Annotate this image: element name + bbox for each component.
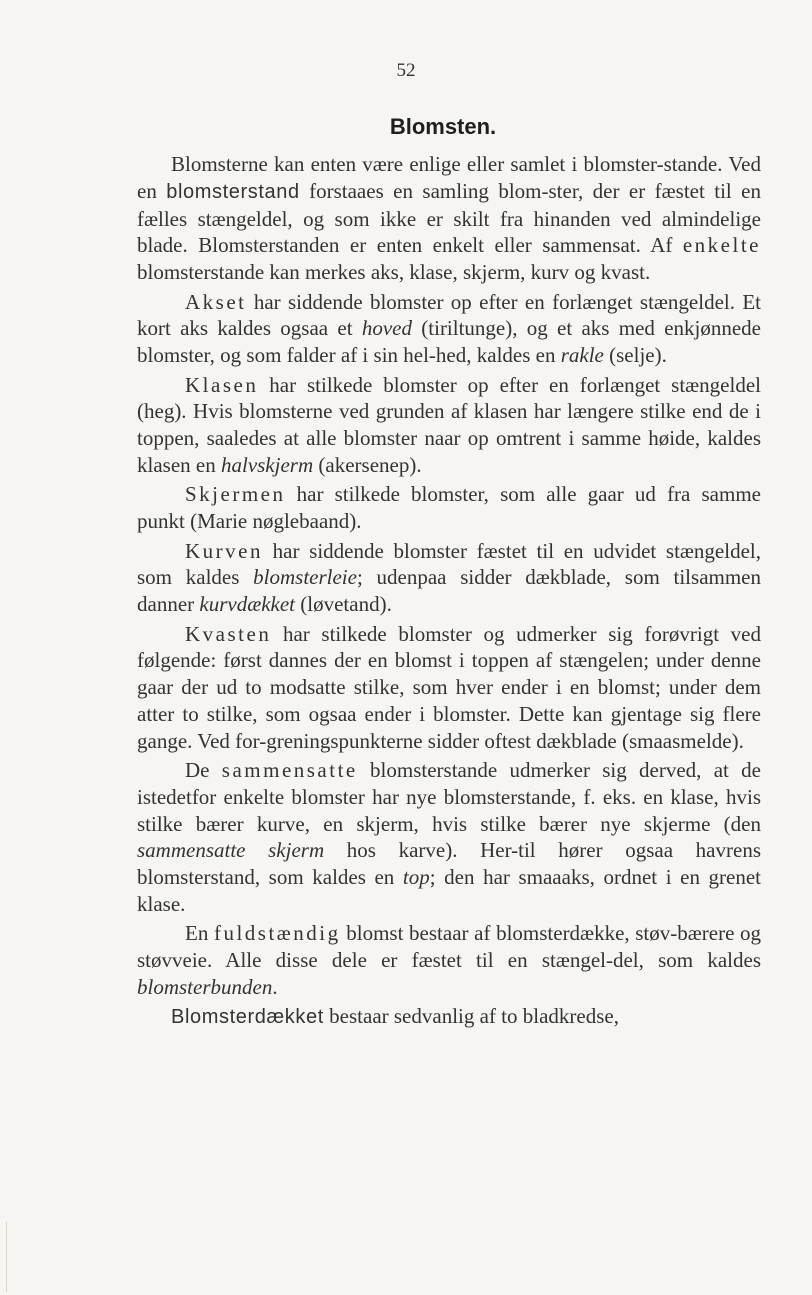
term-sammensatte: sammensatte <box>221 758 358 783</box>
term-sammensatte-skjerm: sammensatte skjerm <box>137 838 325 863</box>
term-akset: Akset <box>185 289 247 314</box>
paragraph-blomsterdaekket: Blomsterdækket bestaar sedvanlig af to bladkredse, <box>171 1004 619 1029</box>
term-skjermen: Skjermen <box>185 482 286 507</box>
paragraph-kurven: Kurven har siddende blomster fæstet til en udvidet stængeldel, som kaldes blomsterleie; udenpaa sidder dækblade, som tilsammen danner kurvdækket (løvetand). <box>137 538 762 617</box>
term-hoved: hoved <box>361 316 412 341</box>
term-blomsterbunden: blomsterbunden <box>137 975 273 1000</box>
term-fuldstaendig: fuldstændig <box>213 921 341 946</box>
paragraph-fuldstaendig: En fuldstændig blomst bestaar af blomsterdække, støv-bærere og støvveie. Alle disse dele er fæstet til en stængel-del, som kaldes blomsterbunden. <box>137 921 762 1000</box>
body-text <box>137 151 761 1031</box>
paragraph-intro: Blomsterne kan enten være enlige eller samlet i blomster-stande. Ved en blomsterstand forstaaes en samling blom-ster, der er fæstet til en fælles stængeldel, og som ikke er skilt fra hinanden ved almindelige blade. Blomsterstanden er enten enkelt eller sammensat. Af enkelte blomsterstande kan merkes aks, klase, skjerm, kurv og kvast. <box>137 152 762 285</box>
paragraph-kvasten: Kvasten har stilkede blomster og udmerker sig forøvrigt ved følgende: først dannes der en blomst i toppen af stængelen; under denne gaar der ud to modsatte stilke, som hver ender i en blomst; under dem atter to stilke, som ogsaa ender i blomster. Dette kan gjentage sig flere gange. Ved for-greningspunkterne sidder oftest dækblade (smaasmelde). <box>137 621 761 753</box>
paragraph-akset: Akset har siddende blomster op efter en forlænget stængeldel. Et kort aks kaldes ogsaa et hoved (tiriltunge), og et aks med enkjønnede blomster, og som falder af i sin hel-hed, kaldes en rakle (selje). <box>137 289 761 368</box>
term-blomsterdaekket: Blomsterdækket <box>171 1006 324 1029</box>
paragraph-sammensatte: De sammensatte blomsterstande udmerker sig derved, at de istedetfor enkelte blomster har nye blomsterstande, f. eks. en klase, hvis stilke bærer kurve, en skjerm, hvis stilke bærer nye skjerme (den sammensatte skjerm hos karve). Her-til hører ogsaa havrens blomsterstand, som kaldes en top; den har smaaaks, ordnet i en grenet klase. <box>137 758 762 917</box>
term-klasen: Klasen <box>185 372 259 397</box>
term-enkelte: enkelte <box>682 233 761 258</box>
paragraph-skjermen: Skjermen har stilkede blomster, som alle gaar ud fra samme punkt (Marie nøglebaand). <box>137 482 761 534</box>
term-kurvdaekket: kurvdækket <box>199 592 296 617</box>
term-blomsterleie: blomsterleie <box>253 565 357 590</box>
term-kurven: Kurven <box>185 538 263 563</box>
scan-edge-mark <box>6 1222 7 1292</box>
term-rakle: rakle <box>560 343 604 368</box>
section-heading: Blomsten. <box>389 114 497 139</box>
term-blomsterstand: blomsterstand <box>166 180 300 203</box>
paragraph-klasen: Klasen har stilkede blomster op efter en forlænget stængeldel (heg). Hvis blomsterne ved grunden af klasen har længere stilke end de i toppen, saaledes at alle blomster naar op omtrent i samme høide, kaldes klasen en halvskjerm (akersenep). <box>137 372 761 477</box>
term-halvskjerm: halvskjerm <box>220 452 314 477</box>
term-kvasten: Kvasten <box>185 621 272 646</box>
page-number: 52 <box>396 60 416 81</box>
term-top: top <box>402 865 430 890</box>
